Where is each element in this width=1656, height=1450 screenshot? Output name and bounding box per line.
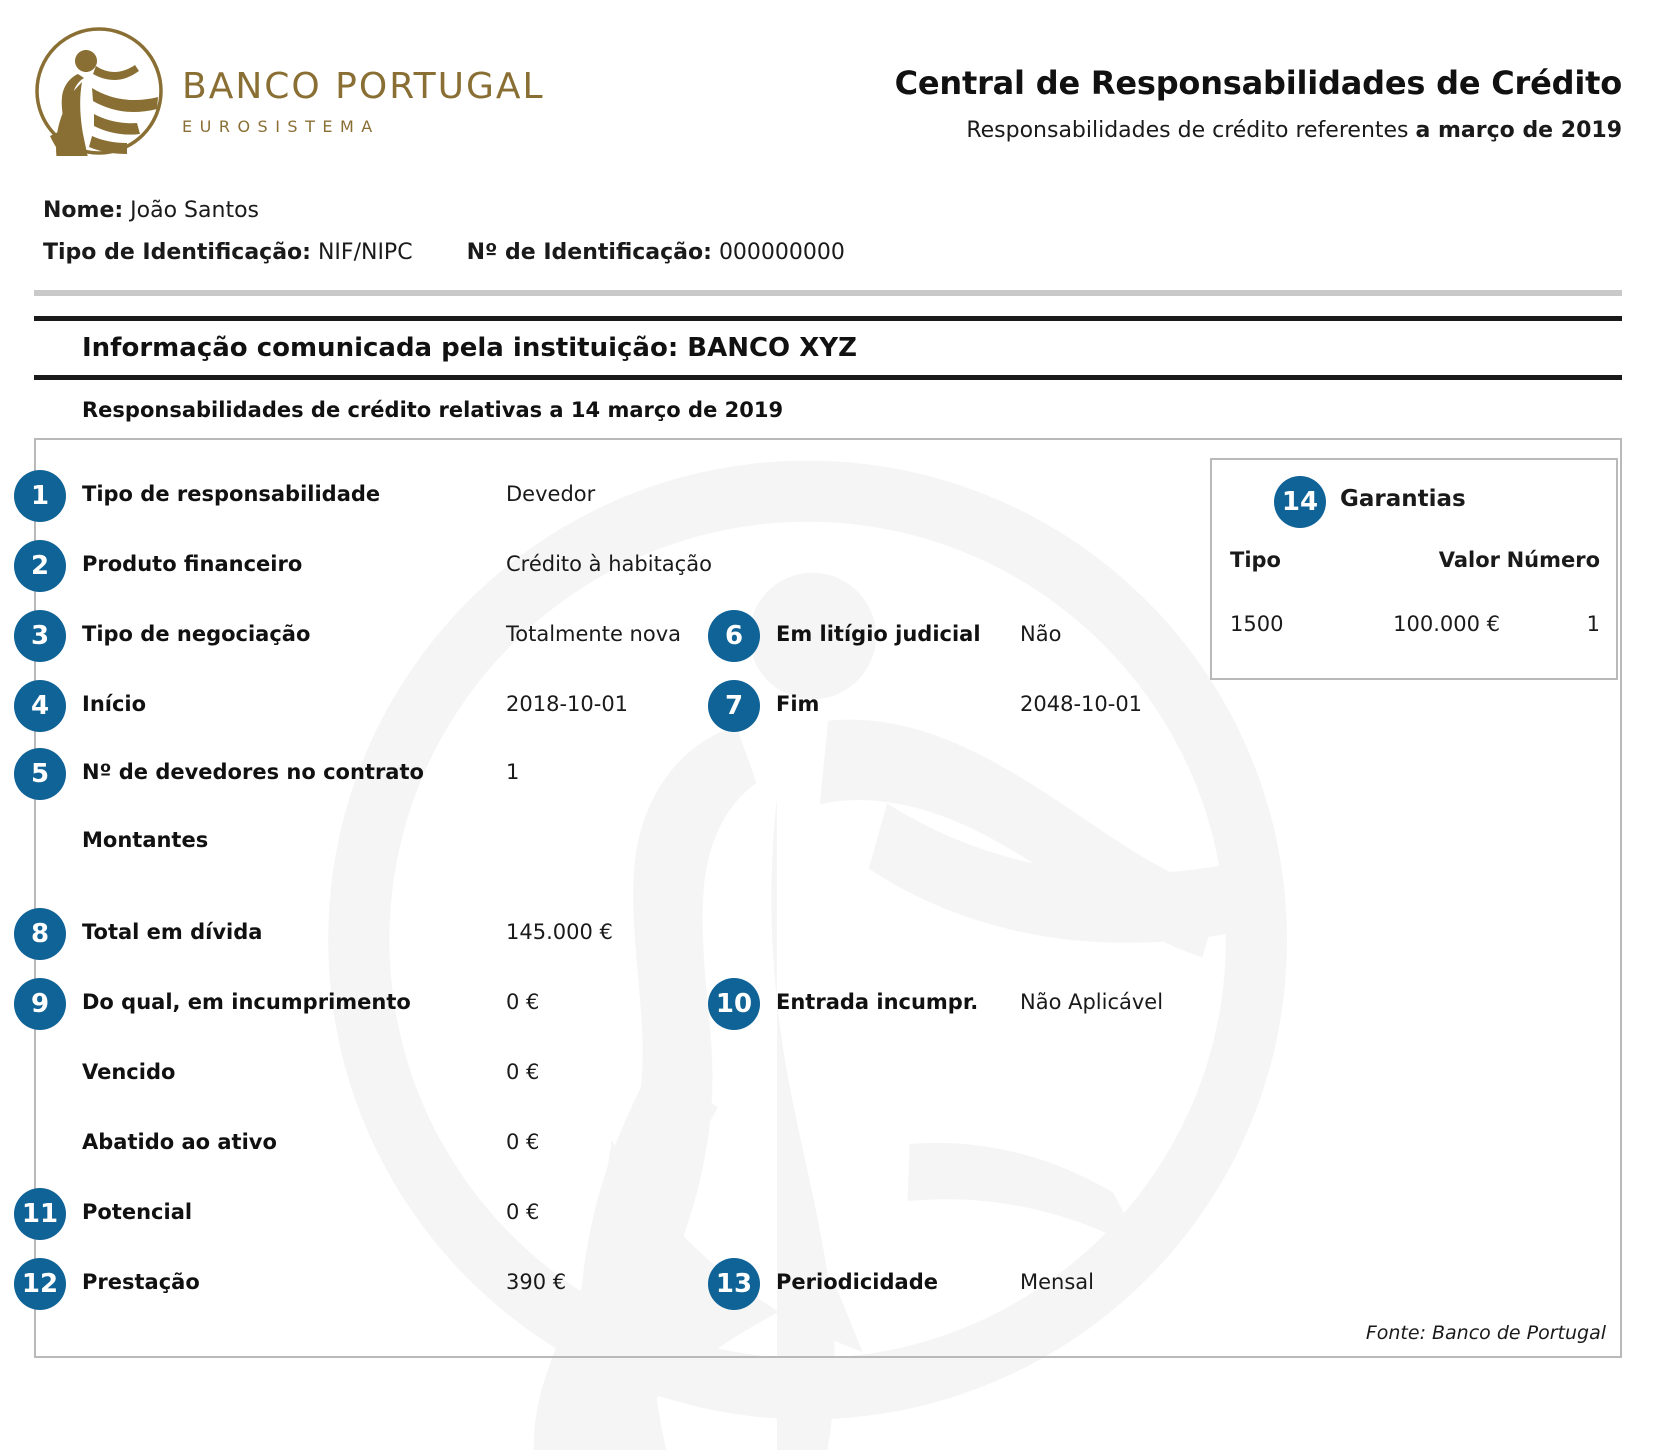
guarantees-header-row — [1212, 548, 1616, 572]
badge-5: 5 — [14, 748, 66, 800]
badge-2: 2 — [14, 540, 66, 592]
label-periodicidade: Periodicidade — [776, 1269, 938, 1294]
document-header — [34, 0, 1622, 156]
name-label: Nome: — [43, 198, 124, 223]
divider-light — [34, 290, 1622, 296]
identification-name-row — [43, 190, 1622, 232]
guarantees-col-tipo: Tipo — [1230, 547, 1281, 572]
label-em-litigio-judicial: Em litígio judicial — [776, 621, 981, 646]
label-vencido: Vencido — [82, 1059, 176, 1084]
value-periodicidade: Mensal — [1020, 1269, 1094, 1294]
value-prestacao: 390 € — [506, 1269, 567, 1294]
identification-block — [34, 190, 1622, 274]
label-potencial: Potencial — [82, 1199, 193, 1224]
credit-details-panel — [21, 438, 1622, 1358]
label-tipo-responsabilidade: Tipo de responsabilidade — [82, 481, 381, 506]
value-numero-devedores: 1 — [506, 759, 520, 784]
value-potencial: 0 € — [506, 1199, 540, 1224]
source-note: Fonte: Banco de Portugal — [1365, 1321, 1606, 1344]
table-row — [1212, 612, 1616, 636]
label-numero-devedores: Nº de devedores no contrato — [82, 759, 424, 784]
badge-1: 1 — [14, 470, 66, 522]
value-fim: 2048-10-01 — [1020, 691, 1143, 716]
badge-11: 11 — [14, 1188, 66, 1240]
label-em-incumprimento: Do qual, em incumprimento — [82, 989, 411, 1014]
label-produto-financeiro: Produto financeiro — [82, 551, 303, 576]
guarantees-col-valor: Valor — [1438, 547, 1500, 572]
value-vencido: 0 € — [506, 1059, 540, 1084]
page-subtitle-plain: Responsabilidades de crédito referentes — [966, 118, 1416, 143]
value-em-incumprimento: 0 € — [506, 989, 540, 1014]
label-montantes: Montantes — [82, 827, 209, 852]
value-inicio: 2018-10-01 — [506, 691, 629, 716]
label-fim: Fim — [776, 691, 820, 716]
page-title: Central de Responsabilidades de Crédito — [894, 64, 1622, 102]
brand-subtitle: EUROSISTEMA — [182, 116, 380, 136]
badge-14: 14 — [1274, 476, 1326, 528]
label-entrada-incumpr: Entrada incumpr. — [776, 989, 979, 1014]
identification-id-row — [43, 232, 1622, 274]
guarantees-box — [1210, 458, 1618, 680]
id-number-value: 000000000 — [718, 239, 845, 265]
name-value: João Santos — [130, 198, 259, 223]
id-type-label: Tipo de Identificação: — [43, 239, 311, 265]
label-prestacao: Prestação — [82, 1269, 200, 1294]
badge-13: 13 — [708, 1258, 760, 1310]
banco-portugal-seal-icon — [34, 26, 164, 156]
badge-10: 10 — [708, 978, 760, 1030]
badge-7: 7 — [708, 680, 760, 732]
value-entrada-incumpr: Não Aplicável — [1020, 989, 1164, 1014]
guarantees-title: Garantias — [1340, 485, 1466, 512]
brand-name: BANCO PORTUGAL — [182, 65, 545, 107]
badge-3: 3 — [14, 610, 66, 662]
guarantees-cell-tipo: 1500 — [1230, 611, 1284, 636]
guarantees-col-numero: Número — [1506, 547, 1600, 572]
badge-8: 8 — [14, 908, 66, 960]
institution-title: Informação comunicada pela instituição: BANCO XYZ — [82, 332, 857, 363]
label-tipo-negociacao: Tipo de negociação — [82, 621, 311, 646]
brand-logo — [34, 26, 545, 156]
value-produto-financeiro: Crédito à habitação — [506, 551, 712, 576]
reference-title: Responsabilidades de crédito relativas a 14 março de 2019 — [82, 397, 784, 422]
label-inicio: Início — [82, 691, 147, 716]
value-tipo-negociacao: Totalmente nova — [506, 621, 682, 646]
id-number-label: Nº de Identificação: — [466, 239, 712, 265]
label-total-em-divida: Total em dívida — [82, 919, 263, 944]
badge-6: 6 — [708, 610, 760, 662]
badge-4: 4 — [14, 680, 66, 732]
id-type-value: NIF/NIPC — [317, 239, 413, 265]
badge-12: 12 — [14, 1258, 66, 1310]
value-abatido-ao-ativo: 0 € — [506, 1129, 540, 1154]
value-tipo-responsabilidade: Devedor — [506, 481, 596, 506]
guarantees-cell-numero: 1 — [1586, 611, 1600, 636]
guarantees-cell-valor: 100.000 € — [1393, 611, 1500, 636]
value-em-litigio-judicial: Não — [1020, 621, 1062, 646]
badge-9: 9 — [14, 978, 66, 1030]
page-subtitle-period: a março de 2019 — [1415, 118, 1622, 143]
page-subtitle — [895, 118, 1622, 143]
value-total-em-divida: 145.000 € — [506, 919, 613, 944]
label-abatido-ao-ativo: Abatido ao ativo — [82, 1129, 277, 1154]
